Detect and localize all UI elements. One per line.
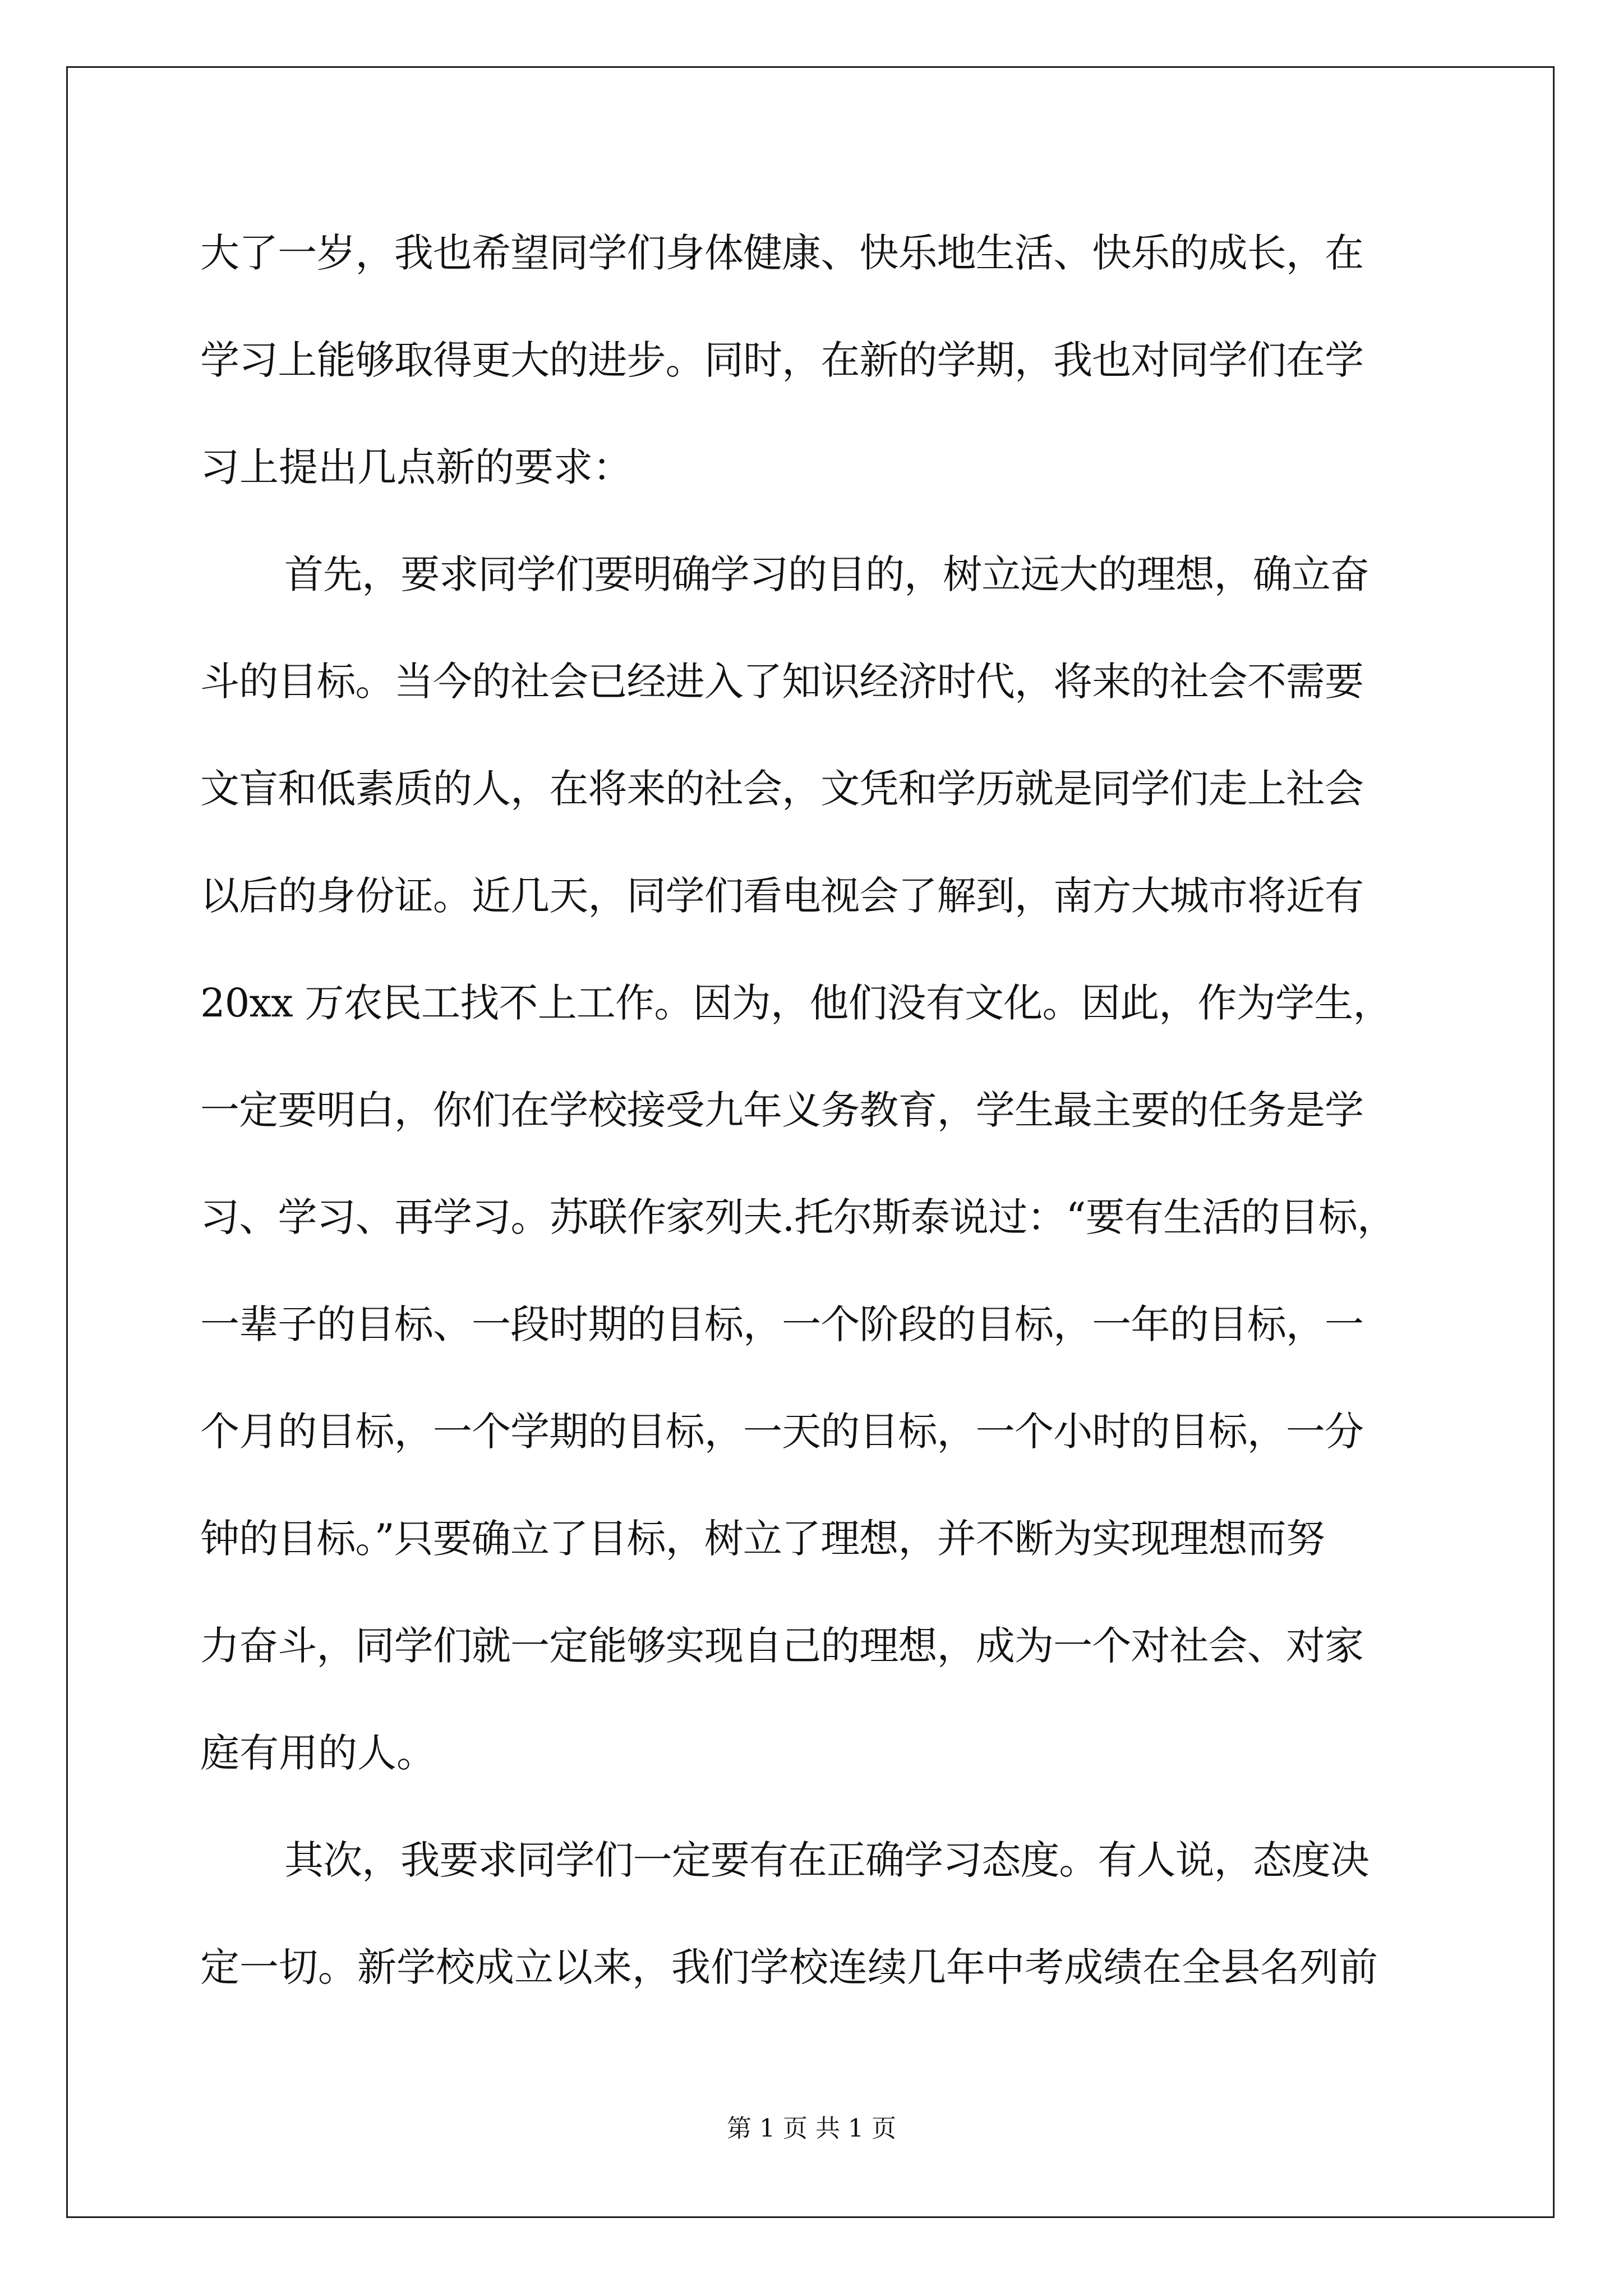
text-line: 钟的目标。”只要确立了目标，树立了理想，并不断为实现理想而努	[200, 1516, 1325, 1562]
page-number-footer: 第 1 页 共 1 页	[727, 2114, 896, 2143]
document-body	[200, 213, 1434, 2035]
text-line-paragraph-start: 首先，要求同学们要明确学习的目的，树立远大的理想，确立奋	[284, 551, 1369, 597]
text-line: 斗的目标。当今的社会已经进入了知识经济时代，将来的社会不需要	[200, 659, 1364, 705]
text-line: 力奋斗，同学们就一定能够实现自己的理想，成为一个对社会、对家	[200, 1623, 1364, 1669]
text-line: 文盲和低素质的人，在将来的社会，文凭和学历就是同学们走上社会	[200, 766, 1364, 812]
text-line: 一定要明白，你们在学校接受九年义务教育，学生最主要的任务是学	[200, 1087, 1364, 1133]
text-line-paragraph-start: 其次，我要求同学们一定要有在正确学习态度。有人说，态度决	[284, 1837, 1369, 1883]
text-line: 大了一岁，我也希望同学们身体健康、快乐地生活、快乐的成长，在	[200, 230, 1364, 276]
text-line: 个月的目标，一个学期的目标，一天的目标，一个小时的目标，一分	[200, 1409, 1364, 1455]
text-line: 20xx 万农民工找不上工作。因为，他们没有文化。因此，作为学生，	[200, 980, 1392, 1026]
text-line: 学习上能够取得更大的进步。同时，在新的学期，我也对同学们在学	[200, 337, 1364, 383]
text-line: 一辈子的目标、一段时期的目标，一个阶段的目标，一年的目标，一	[200, 1301, 1364, 1347]
text-line: 庭有用的人。	[200, 1730, 436, 1776]
text-line: 以后的身份证。近几天，同学们看电视会了解到，南方大城市将近有	[200, 873, 1364, 919]
text-line: 习上提出几点新的要求：	[200, 444, 632, 490]
text-line: 定一切。新学校成立以来，我们学校连续几年中考成绩在全县名列前	[200, 1944, 1378, 1990]
text-line: 习、学习、再学习。苏联作家列夫.托尔斯泰说过：“要有生活的目标，	[200, 1194, 1396, 1240]
